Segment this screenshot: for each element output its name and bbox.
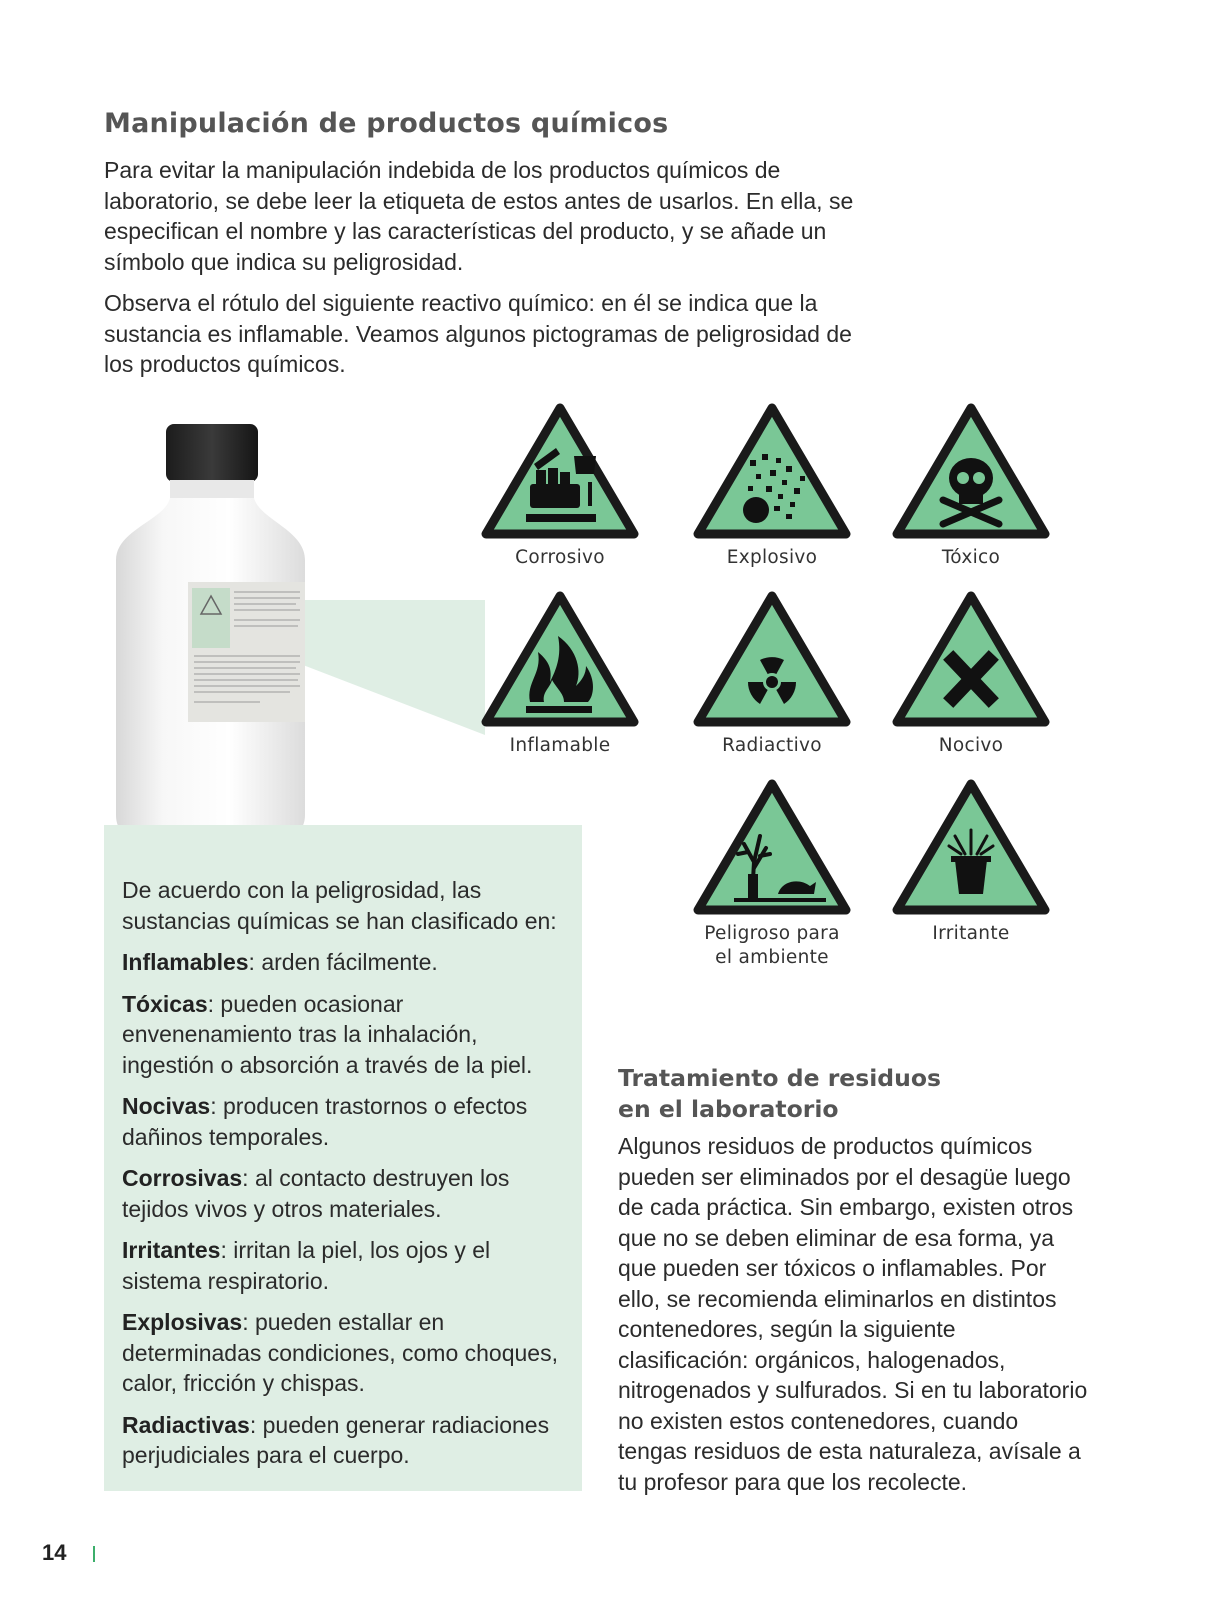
pictogram-radioactive [690, 590, 854, 758]
waste-title-line1: Tratamiento de residuos [618, 1064, 941, 1092]
classification-desc: : irritan la piel, los ojos y el sistema respiratorio. [122, 1237, 491, 1294]
pictogram-label: Inflamable [509, 735, 611, 756]
corrosive-icon [478, 402, 642, 542]
classification-box [104, 825, 582, 1491]
classification-desc: : pueden estallar en determinadas condiciones, como choques, calor, fricción y chispas. [122, 1309, 558, 1396]
classification-item [122, 1091, 572, 1152]
page-number: 14 [42, 1540, 67, 1565]
pictogram-explosive [690, 402, 854, 570]
classification-term: Inflamables [122, 949, 249, 975]
pictogram-label-line1: Peligroso para [704, 923, 840, 944]
pictogram-environment [690, 778, 854, 970]
pictogram-flammable [478, 590, 642, 758]
pictogram-label: Radiactivo [722, 735, 822, 756]
classification-desc: : arden fácilmente. [248, 949, 438, 975]
waste-title-line2: en el laboratorio [618, 1094, 839, 1123]
reagent-bottle-image [110, 420, 310, 850]
irritant-icon [889, 778, 1053, 918]
classification-term: Nocivas [122, 1093, 211, 1119]
classification-item [122, 989, 572, 1081]
classification-item [122, 1307, 572, 1399]
page-number-divider [93, 1546, 95, 1562]
intro-paragraph-1: Para evitar la manipulación indebida de los productos químicos de laboratorio, se debe leer la etiqueta de estos antes de usarlos. En ella, se especifican el nombre y las características del producto, y se añade un símbolo que indica su peligrosidad. [104, 157, 854, 275]
waste-paragraph: Algunos residuos de productos químicos pueden ser eliminados por el desagüe luego de cada práctica. Sin embargo, existen otros que no se deben eliminar de esa forma, ya que pueden ser tóxicos o inflamables. Por ello, se recomienda eliminarlos en distintos contenedores, según la siguiente clasificación: orgánicos, halogenados, nitrogenados y sulfurados. Si en tu laboratorio no existen estos contenedores, cuando tengas residuos de esta naturaleza, avísale a tu profesor para que los recolecte. [618, 1133, 1088, 1495]
classification-term: Explosivas [122, 1309, 243, 1335]
pictogram-label: Nocivo [938, 735, 1004, 756]
pictogram-label: Corrosivo [515, 547, 605, 568]
classification-term: Corrosivas [122, 1165, 243, 1191]
classification-item [122, 1163, 572, 1224]
classification-term: Tóxicas [122, 990, 208, 1017]
flame-icon [478, 590, 642, 730]
intro-paragraph-2: Observa el rótulo del siguiente reactivo químico: en él se indica que la sustancia es inflamable. Veamos algunos pictogramas de peligrosidad de los productos químicos. [104, 290, 852, 377]
classification-intro: De acuerdo con la peligrosidad, las sustancias químicas se han clasificado en: [122, 877, 557, 934]
cross-icon [889, 590, 1053, 730]
pictogram-corrosive [478, 402, 642, 570]
classification-desc: : producen trastornos o efectos dañinos temporales. [122, 1093, 528, 1150]
pictogram-label: Tóxico [941, 547, 1001, 568]
pictogram-label-line2: el ambiente [715, 947, 829, 968]
classification-item [122, 1235, 572, 1296]
explosive-icon [690, 402, 854, 542]
pictogram-toxic [889, 402, 1053, 570]
pictogram-label: Irritante [932, 923, 1010, 944]
waste-section-title [618, 1063, 1018, 1124]
skull-icon [889, 402, 1053, 542]
pictogram-label [690, 922, 854, 970]
environment-icon [690, 778, 854, 918]
classification-item [122, 947, 572, 978]
classification-term: Irritantes [122, 1237, 221, 1263]
pictogram-irritant [889, 778, 1053, 946]
classification-term: Radiactivas [122, 1411, 250, 1438]
classification-item [122, 1410, 572, 1471]
section-title: Manipulación de productos químicos [104, 108, 669, 139]
classification-desc: : pueden generar radiaciones perjudiciales para el cuerpo. [122, 1411, 550, 1468]
pictogram-harmful [889, 590, 1053, 758]
pictogram-label: Explosivo [726, 547, 818, 568]
classification-desc: : al contacto destruyen los tejidos vivos y otros materiales. [122, 1165, 510, 1222]
radiation-icon [690, 590, 854, 730]
classification-desc: : pueden ocasionar envenenamiento tras la inhalación, ingestión o absorción a través de la piel. [122, 990, 533, 1078]
